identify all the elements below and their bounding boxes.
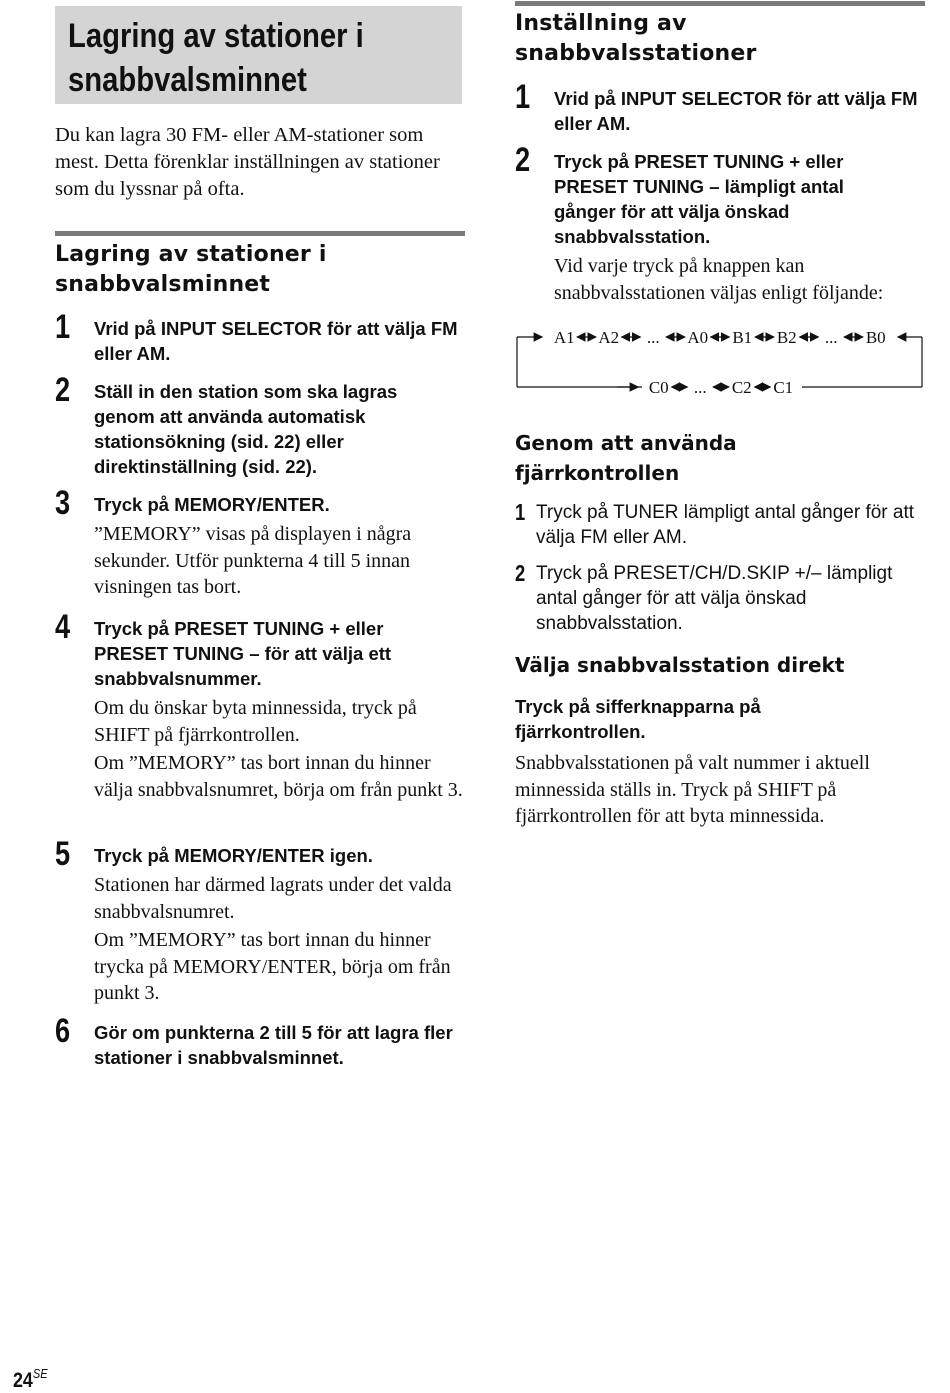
step-number: 5 (55, 835, 71, 873)
step-number: 1 (515, 499, 526, 525)
step-number: 1 (55, 308, 71, 346)
right-step-2 (515, 143, 927, 308)
direct-heading: Välja snabbvalsstation direkt (515, 653, 845, 677)
step-number: 1 (515, 78, 531, 116)
step-text: Tryck på MEMORY/ENTER igen. (94, 845, 373, 866)
left-step-4 (55, 610, 465, 805)
left-step-6 (55, 1014, 465, 1070)
left-step-5 (55, 837, 465, 1009)
step-note: Stationen har därmed lagrats under det valda snabbvalsnumret. (94, 874, 452, 923)
remote-step-1 (515, 500, 927, 550)
preset-label: A1 (553, 328, 575, 347)
step-text: Tryck på PRESET TUNING + eller PRESET TUNING – för att välja ett snabbvalsnummer. (94, 618, 392, 689)
intro-text: Du kan lagra 30 FM- eller AM-stationer som mest. Detta förenklar inställningen av stationer som du lyssnar på ofta. (55, 124, 440, 200)
left-step-1 (55, 310, 465, 366)
page-title-box (55, 6, 462, 104)
preset-label: ... (824, 328, 838, 347)
preset-label: C2 (731, 378, 752, 397)
step-note: Om ”MEMORY” tas bort innan du hinner trycka på MEMORY/ENTER, börja om från punkt 3. (94, 929, 451, 1004)
remote-heading: Genom att använda fjärrkontrollen (515, 431, 737, 485)
direct-text: Snabbvalsstationen på valt nummer i aktuell minnessida ställs in. Tryck på SHIFT på fjärrkontrollen för att byta minnessida. (515, 752, 870, 827)
preset-label: ... (693, 378, 707, 397)
preset-label: B1 (732, 328, 753, 347)
step-number: 2 (515, 141, 531, 179)
section-heading-store: Lagring av stationer i snabbvalsminnet (55, 242, 327, 297)
page-suffix: SE (32, 1366, 48, 1381)
page-number-value: 24 (13, 1369, 33, 1392)
step-text: Tryck på PRESET/CH/D.SKIP +/– lämpligt antal gånger för att välja önskad snabbvalsstation. (536, 563, 893, 634)
step-text: Tryck på MEMORY/ENTER. (94, 494, 330, 515)
step-body (554, 253, 927, 306)
step-number: 3 (55, 484, 71, 522)
section-rule-right (515, 1, 925, 6)
preset-label: A2 (598, 328, 620, 347)
step-text: Ställ in den station som ska lagras genom att använda automatisk stationsökning (sid. 22) eller direktinställning (sid. 22). (94, 381, 398, 477)
step-number: 4 (55, 608, 71, 646)
step-note: Om ”MEMORY” tas bort innan du hinner välja snabbvalsnumret, börja om från punkt 3. (94, 752, 463, 801)
page-number (13, 1362, 48, 1393)
page-title: Lagring av stationer i snabbvalsminnet (68, 17, 364, 99)
right-step-1 (515, 80, 927, 136)
step-note: ”MEMORY” visas på displayen i några sekunder. Utför punkterna 4 till 5 innan visningen tas bort. (94, 523, 412, 598)
step-note: Om du önskar byta minnessida, tryck på SHIFT på fjärrkontrollen. (94, 697, 417, 746)
step-text: Tryck på TUNER lämpligt antal gånger för att välja FM eller AM. (536, 502, 915, 548)
preset-label: B0 (865, 328, 886, 347)
step-text: Vrid på INPUT SELECTOR för att välja FM eller AM. (554, 88, 918, 134)
step-body (94, 872, 465, 1007)
step-text: Tryck på PRESET TUNING + eller PRESET TUNING – lämpligt antal gånger för att välja önskad snabbvalsstation. (554, 151, 844, 247)
step-number: 2 (515, 560, 526, 586)
preset-label: B2 (776, 328, 797, 347)
left-step-2 (55, 373, 465, 479)
step-note: Vid varje tryck på knappen kan snabbvalsstationen väljas enligt följande: (554, 255, 884, 304)
remote-step-2 (515, 561, 927, 636)
preset-label: A0 (687, 328, 709, 347)
section-heading-tuning: Inställning av snabbvalsstationer (515, 11, 757, 66)
step-text: Vrid på INPUT SELECTOR för att välja FM eller AM. (94, 318, 458, 364)
preset-label: C0 (648, 378, 669, 397)
preset-cycle-diagram (512, 322, 928, 402)
section-rule-left (55, 231, 465, 236)
step-text: Gör om punkterna 2 till 5 för att lagra fler stationer i snabbvalsminnet. (94, 1022, 453, 1068)
preset-label: ... (646, 328, 660, 347)
step-body (94, 521, 465, 601)
preset-label: C1 (773, 378, 794, 397)
direct-instruction: Tryck på sifferknapparna på fjärrkontrollen. (515, 696, 761, 742)
step-body (94, 695, 465, 803)
step-number: 6 (55, 1012, 71, 1050)
left-step-3 (55, 486, 465, 603)
step-number: 2 (55, 371, 71, 409)
